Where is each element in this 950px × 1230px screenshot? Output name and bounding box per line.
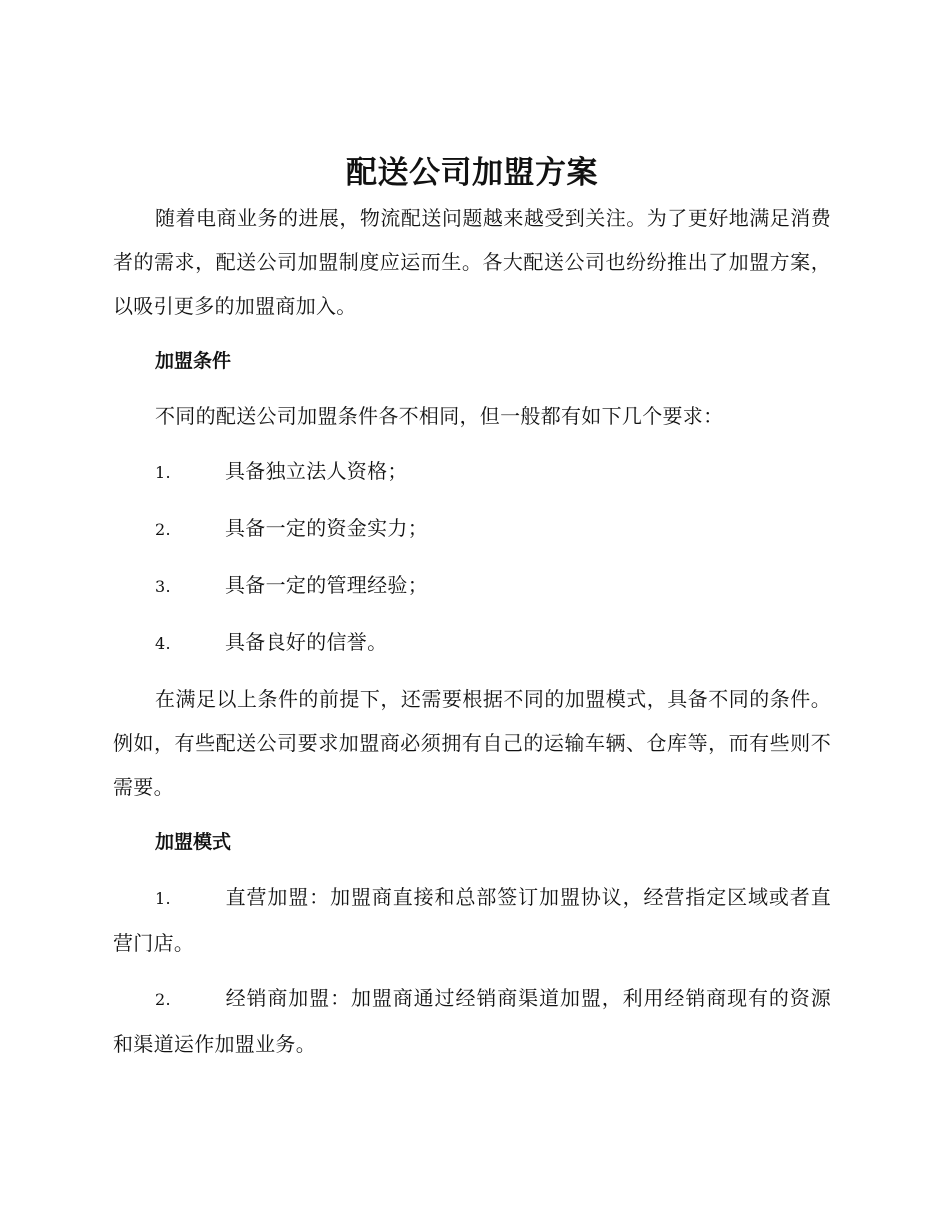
condition-list-item [113,506,831,552]
spacer [113,666,831,677]
intro-paragraph: 随着电商业务的进展，物流配送问题越来越受到关注。为了更好地满足消费者的需求，配送公司加盟制度应运而生。各大配送公司也纷纷推出了加盟方案，以吸引更多的加盟商加入。 [113,206,831,318]
list-number: 2. [155,990,171,1009]
spacer [113,809,831,820]
list-text: 具备一定的管理经验； [225,573,428,597]
spacer [113,438,831,449]
spacer [113,383,831,394]
list-text: 具备独立法人资格； [225,459,408,483]
conditions-lead-paragraph: 不同的配送公司加盟条件各不相同，但一般都有如下几个要求： [155,404,724,428]
mode-list-item [113,875,831,965]
spacer [113,328,831,339]
section-heading-conditions: 加盟条件 [155,350,232,372]
condition-list-item [113,620,831,666]
list-text: 直营加盟：加盟商直接和总部签订加盟协议，经营指定区域或者直营门店。 [113,885,831,955]
list-text: 具备良好的信誉。 [225,630,388,654]
spacer [113,609,831,620]
list-number: 4. [155,634,171,653]
list-number: 1. [155,463,171,482]
list-number: 3. [155,577,171,596]
mode-list-item [113,976,831,1066]
list-text: 具备一定的资金实力； [225,516,428,540]
spacer [113,552,831,563]
list-text: 经销商加盟：加盟商通过经销商渠道加盟，利用经销商现有的资源和渠道运作加盟业务。 [113,986,831,1056]
spacer [113,965,831,976]
list-number: 2. [155,520,171,539]
list-number: 1. [155,889,171,908]
spacer [113,864,831,875]
document-title: 配送公司加盟方案 [346,155,598,191]
document-page [113,150,831,1066]
conditions-closing-paragraph: 在满足以上条件的前提下，还需要根据不同的加盟模式，具备不同的条件。例如，有些配送公司要求加盟商必须拥有自己的运输车辆、仓库等，而有些则不需要。 [113,687,831,799]
spacer [113,495,831,506]
section-heading-modes: 加盟模式 [155,831,232,853]
condition-list-item [113,563,831,609]
condition-list-item [113,449,831,495]
